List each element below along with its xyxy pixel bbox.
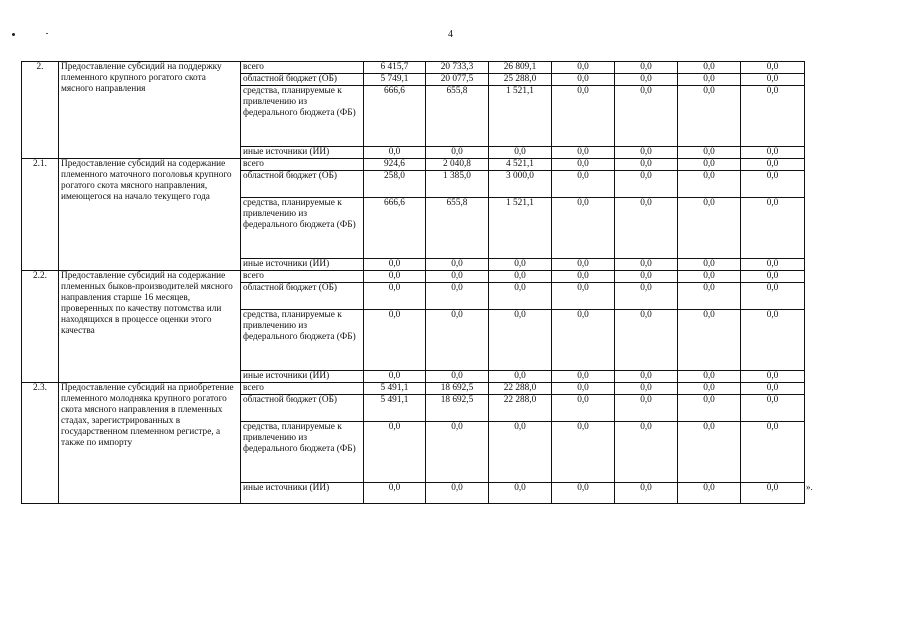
value-cell: 0,0 (678, 159, 741, 171)
value-cell: 0,0 (741, 86, 805, 147)
value-cell: 0,0 (552, 371, 615, 383)
section-index: 2.2. (22, 271, 59, 383)
value-cell: 0,0 (364, 422, 426, 483)
value-cell: 1 521,1 (489, 86, 552, 147)
value-cell: 0,0 (489, 422, 552, 483)
value-cell: 0,0 (615, 310, 678, 371)
value-cell: 0,0 (364, 283, 426, 310)
value-cell: 655,8 (426, 198, 489, 259)
value-cell: 0,0 (678, 310, 741, 371)
value-cell: 0,0 (615, 171, 678, 198)
value-cell: 0,0 (741, 159, 805, 171)
value-cell: 0,0 (615, 395, 678, 422)
value-cell: 0,0 (678, 198, 741, 259)
funding-source: средства, планируемые к привлечению из федерального бюджета (ФБ) (241, 310, 364, 371)
value-cell: 0,0 (615, 147, 678, 159)
funding-source: областной бюджет (ОБ) (241, 283, 364, 310)
value-cell: 0,0 (678, 259, 741, 271)
value-cell: 0,0 (552, 259, 615, 271)
value-cell: 0,0 (552, 159, 615, 171)
value-cell: 3 000,0 (489, 171, 552, 198)
value-cell: 0,0 (364, 147, 426, 159)
value-cell: 0,0 (741, 371, 805, 383)
value-cell: 18 692,5 (426, 395, 489, 422)
value-cell: 0,0 (678, 271, 741, 283)
value-cell: 0,0 (615, 283, 678, 310)
value-cell: 0,0 (741, 422, 805, 483)
value-cell: 0,0 (364, 259, 426, 271)
section-index: 2.1. (22, 159, 59, 271)
value-cell: 0,0 (426, 271, 489, 283)
value-cell: 0,0 (741, 259, 805, 271)
value-cell: 5 491,1 (364, 383, 426, 395)
value-cell: 0,0 (615, 271, 678, 283)
value-cell: 0,0 (552, 147, 615, 159)
funding-source: иные источники (ИИ) (241, 371, 364, 383)
value-cell: 0,0 (678, 74, 741, 86)
value-cell: 5 491,1 (364, 395, 426, 422)
value-cell: 26 809,1 (489, 62, 552, 74)
funding-source: средства, планируемые к привлечению из федерального бюджета (ФБ) (241, 86, 364, 147)
funding-source: всего (241, 271, 364, 283)
funding-source: иные источники (ИИ) (241, 483, 364, 504)
section-index: 2. (22, 62, 59, 159)
value-cell: 22 288,0 (489, 395, 552, 422)
table-row (22, 383, 805, 395)
value-cell: 0,0 (678, 422, 741, 483)
value-cell: 0,0 (678, 483, 741, 504)
value-cell: 666,6 (364, 86, 426, 147)
value-cell: 0,0 (678, 283, 741, 310)
funding-source: областной бюджет (ОБ) (241, 171, 364, 198)
funding-source: средства, планируемые к привлечению из федерального бюджета (ФБ) (241, 198, 364, 259)
value-cell: 0,0 (741, 271, 805, 283)
value-cell: 0,0 (615, 62, 678, 74)
section-description: Предоставление субсидий на содержание племенных быков-производителей мясного направления старше 16 месяцев, проверенных по качеству потомства или находящихся в процессе оценки этого качества (59, 271, 241, 383)
value-cell: 0,0 (489, 271, 552, 283)
value-cell: 0,0 (426, 259, 489, 271)
value-cell: 0,0 (615, 383, 678, 395)
value-cell: 0,0 (489, 483, 552, 504)
value-cell: 0,0 (552, 171, 615, 198)
table-body (22, 62, 805, 504)
value-cell: 0,0 (741, 310, 805, 371)
funding-source: всего (241, 62, 364, 74)
value-cell: 666,6 (364, 198, 426, 259)
page-number: 4 (448, 29, 453, 40)
value-cell: 0,0 (615, 483, 678, 504)
value-cell: 258,0 (364, 171, 426, 198)
table-row (22, 271, 805, 283)
funding-source: областной бюджет (ОБ) (241, 395, 364, 422)
value-cell: 0,0 (741, 171, 805, 198)
value-cell: 0,0 (678, 395, 741, 422)
section-index: 2.3. (22, 383, 59, 504)
value-cell: 0,0 (552, 283, 615, 310)
value-cell: 0,0 (741, 147, 805, 159)
value-cell: 0,0 (426, 283, 489, 310)
value-cell: 0,0 (552, 483, 615, 504)
value-cell: 22 288,0 (489, 383, 552, 395)
value-cell: 0,0 (552, 271, 615, 283)
value-cell: 0,0 (489, 259, 552, 271)
value-cell: 0,0 (615, 371, 678, 383)
value-cell: 0,0 (364, 371, 426, 383)
value-cell: 2 040,8 (426, 159, 489, 171)
value-cell: 0,0 (489, 371, 552, 383)
value-cell: 0,0 (741, 74, 805, 86)
value-cell: 6 415,7 (364, 62, 426, 74)
value-cell: 0,0 (552, 310, 615, 371)
value-cell: 0,0 (489, 310, 552, 371)
value-cell: 0,0 (426, 310, 489, 371)
value-cell: 20 733,3 (426, 62, 489, 74)
value-cell: 0,0 (678, 171, 741, 198)
table-row (22, 159, 805, 171)
value-cell: 0,0 (552, 198, 615, 259)
value-cell: 0,0 (741, 395, 805, 422)
funding-source: средства, планируемые к привлечению из федерального бюджета (ФБ) (241, 422, 364, 483)
value-cell: 0,0 (426, 422, 489, 483)
section-description: Предоставление субсидий на поддержку племенного крупного рогатого скота мясного направления (59, 62, 241, 159)
value-cell: 0,0 (426, 371, 489, 383)
value-cell: 1 385,0 (426, 171, 489, 198)
value-cell: 0,0 (552, 74, 615, 86)
value-cell: 1 521,1 (489, 198, 552, 259)
scan-speck (46, 33, 48, 34)
funding-source: всего (241, 383, 364, 395)
value-cell: 0,0 (489, 283, 552, 310)
value-cell: 0,0 (615, 198, 678, 259)
value-cell: 0,0 (552, 383, 615, 395)
value-cell: 0,0 (364, 483, 426, 504)
value-cell: 0,0 (552, 62, 615, 74)
value-cell: 655,8 (426, 86, 489, 147)
value-cell: 25 288,0 (489, 74, 552, 86)
value-cell: 0,0 (615, 86, 678, 147)
funding-source: всего (241, 159, 364, 171)
value-cell: 0,0 (615, 74, 678, 86)
value-cell: 0,0 (678, 62, 741, 74)
value-cell: 0,0 (615, 159, 678, 171)
value-cell: 0,0 (615, 422, 678, 483)
value-cell: 20 077,5 (426, 74, 489, 86)
value-cell: 0,0 (741, 283, 805, 310)
table-row (22, 62, 805, 74)
value-cell: 0,0 (678, 371, 741, 383)
value-cell: 924,6 (364, 159, 426, 171)
funding-source: областной бюджет (ОБ) (241, 74, 364, 86)
value-cell: 0,0 (678, 147, 741, 159)
value-cell: 18 692,5 (426, 383, 489, 395)
budget-table (21, 61, 805, 504)
value-cell: 4 521,1 (489, 159, 552, 171)
value-cell: 0,0 (678, 383, 741, 395)
value-cell: 0,0 (741, 383, 805, 395)
value-cell: 0,0 (364, 271, 426, 283)
value-cell: 5 749,1 (364, 74, 426, 86)
value-cell: 0,0 (678, 86, 741, 147)
value-cell: 0,0 (552, 395, 615, 422)
funding-source: иные источники (ИИ) (241, 259, 364, 271)
section-description: Предоставление субсидий на содержание племенного маточного поголовья крупного рогатого скота мясного направления, имеющегося на начало текущего года (59, 159, 241, 271)
value-cell: 0,0 (741, 62, 805, 74)
value-cell: 0,0 (364, 310, 426, 371)
value-cell: 0,0 (615, 259, 678, 271)
value-cell: 0,0 (552, 422, 615, 483)
funding-source: иные источники (ИИ) (241, 147, 364, 159)
closing-quote-mark: ». (806, 482, 813, 492)
value-cell: 0,0 (426, 483, 489, 504)
value-cell: 0,0 (741, 483, 805, 504)
value-cell: 0,0 (552, 86, 615, 147)
value-cell: 0,0 (489, 147, 552, 159)
value-cell: 0,0 (426, 147, 489, 159)
value-cell: 0,0 (741, 198, 805, 259)
section-description: Предоставление субсидий на приобретение племенного молодняка крупного рогатого скота мясного направления в племенных стадах, зарегистрированных в государственном племенном регистре, а также по импорту (59, 383, 241, 504)
scan-speck (12, 33, 15, 36)
